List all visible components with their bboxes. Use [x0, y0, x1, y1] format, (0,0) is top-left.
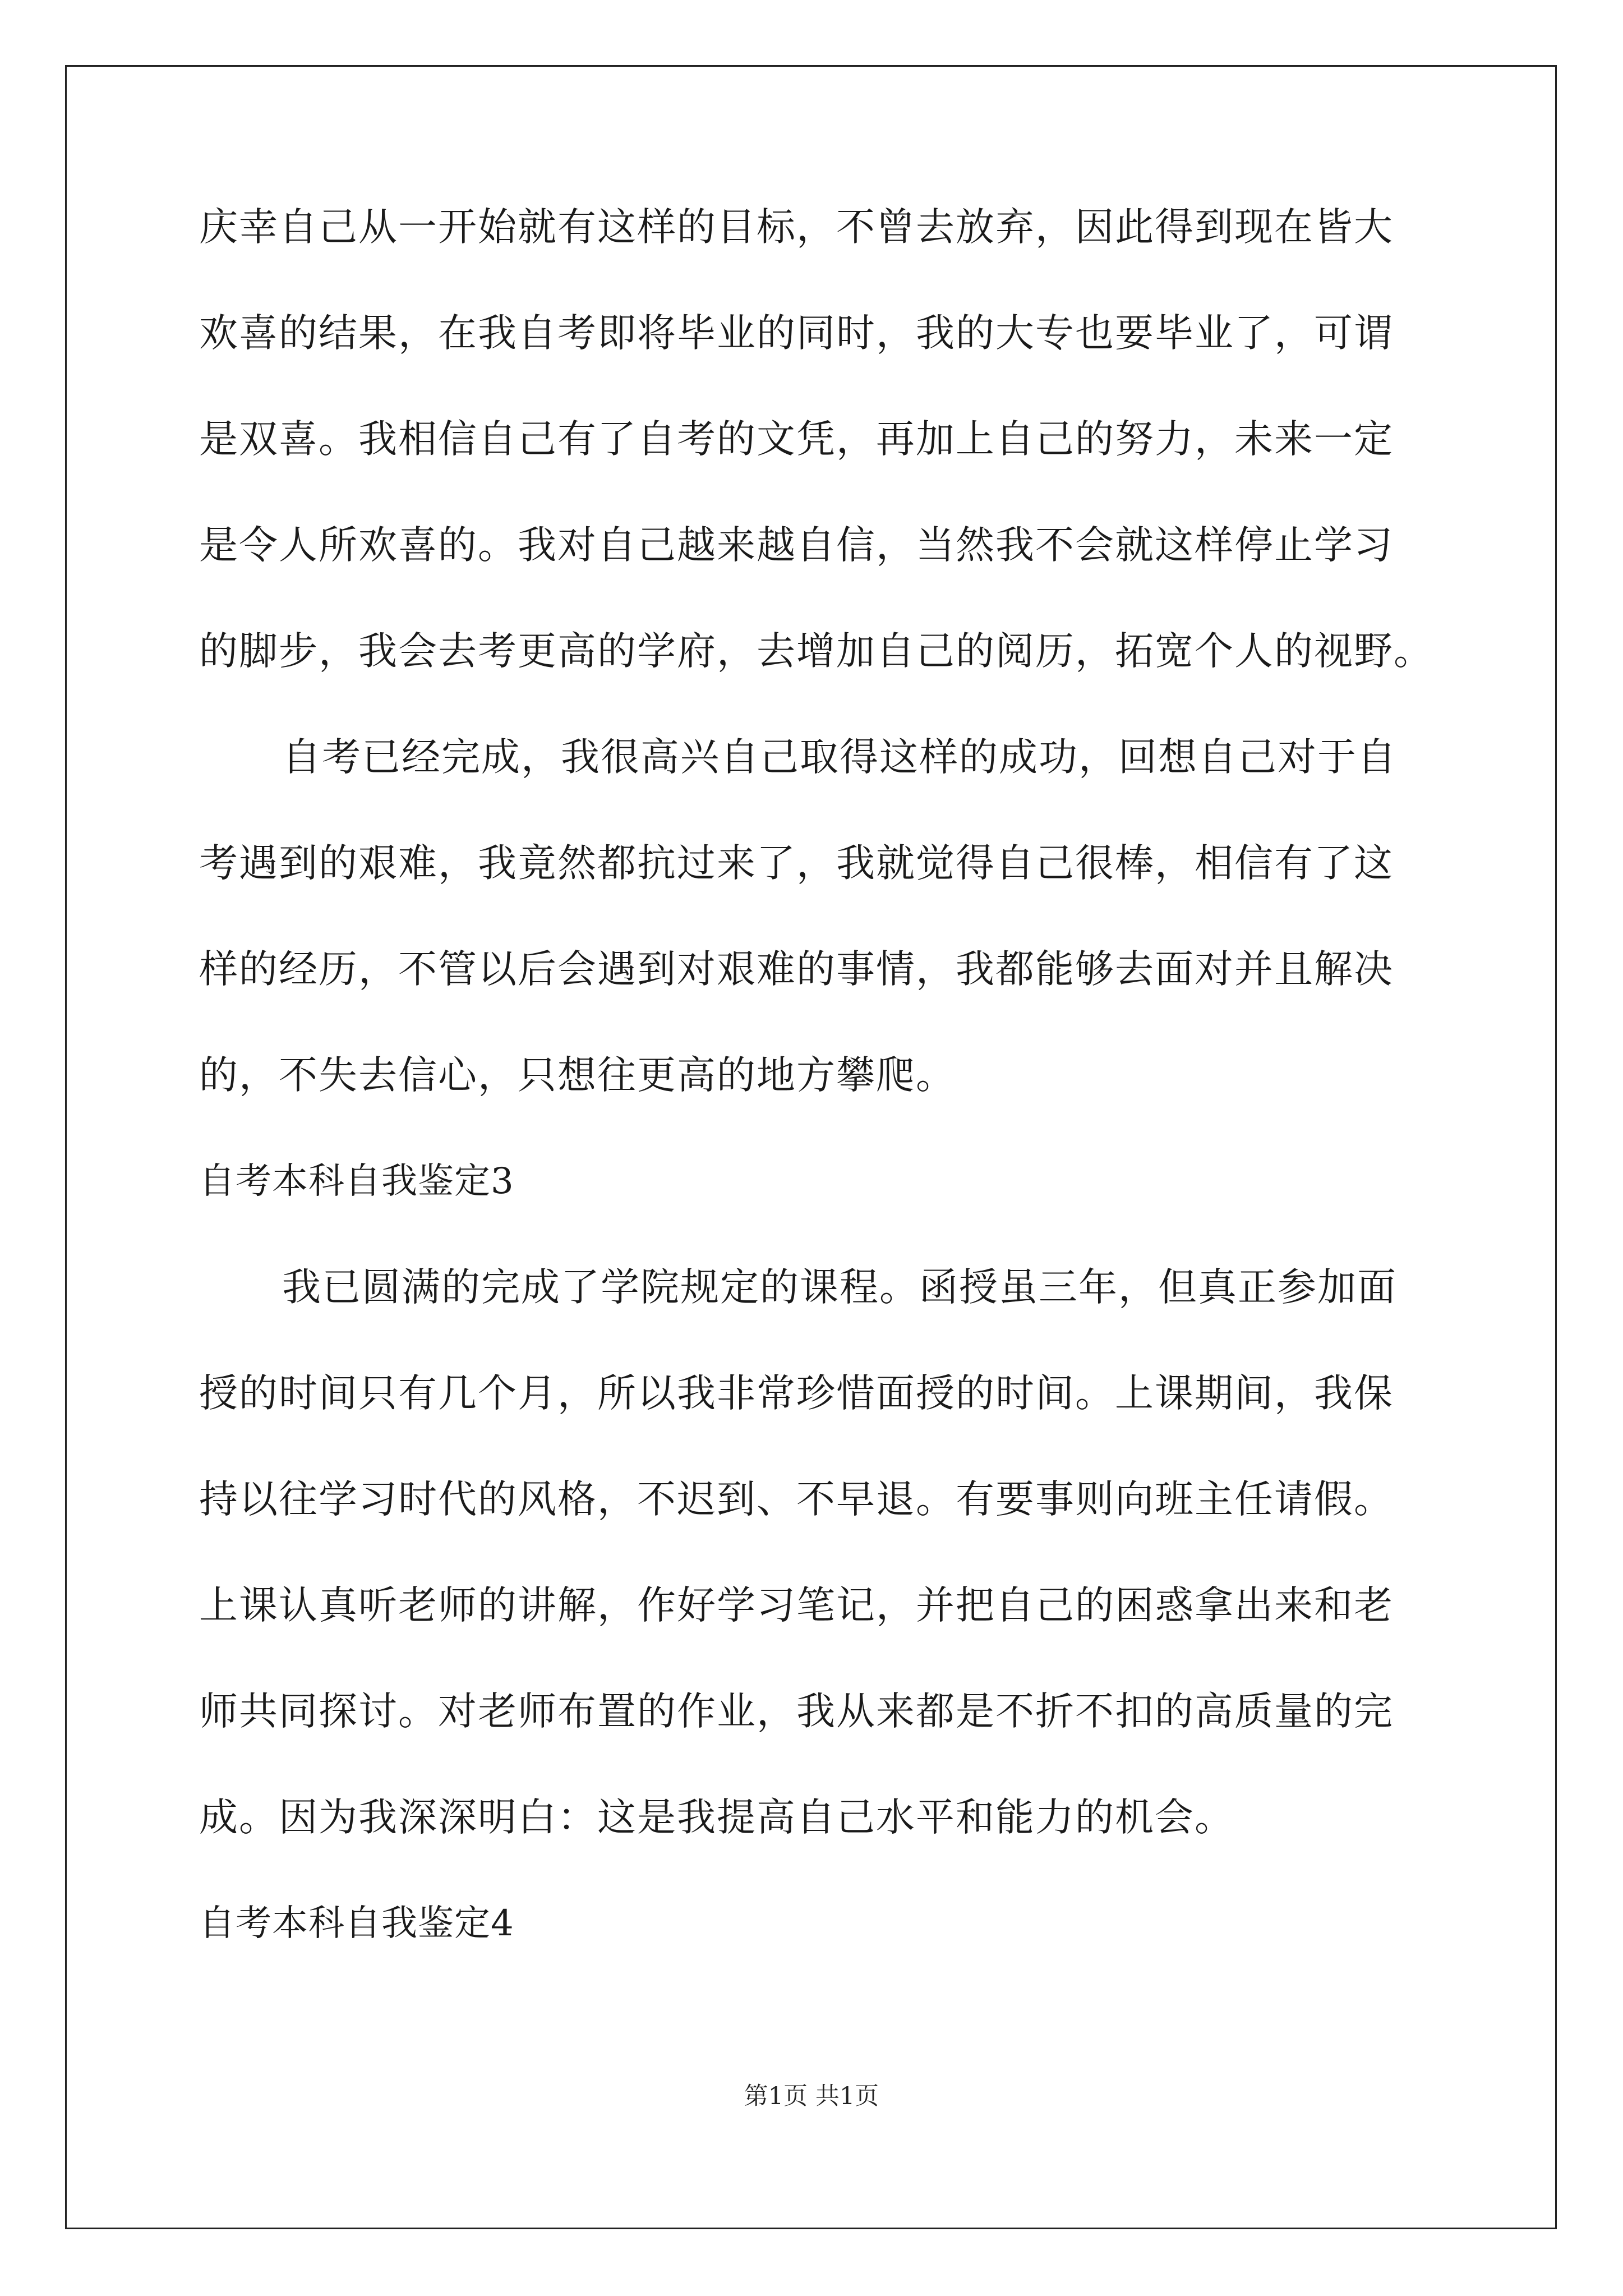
body-line: 的脚步，我会去考更高的学府，去增加自己的阅历，拓宽个人的视野。 — [199, 629, 1433, 674]
body-line: 样的经历，不管以后会遇到对艰难的事情，我都能够去面对并且解决 — [199, 947, 1394, 992]
section-heading: 自考本科自我鉴定4 — [199, 1903, 514, 1944]
body-line: 授的时间只有几个月，所以我非常珍惜面授的时间。上课期间，我保 — [199, 1371, 1394, 1416]
body-line: 自考已经完成，我很高兴自己取得这样的成功，回想自己对于自 — [282, 735, 1397, 780]
body-line: 我已圆满的完成了学院规定的课程。函授虽三年，但真正参加面 — [282, 1265, 1397, 1310]
body-line: 持以往学习时代的风格，不迟到、不早退。有要事则向班主任请假。 — [199, 1477, 1394, 1522]
body-line: 考遇到的艰难，我竟然都抗过来了，我就觉得自己很棒，相信有了这 — [199, 841, 1394, 886]
body-line: 欢喜的结果，在我自考即将毕业的同时，我的大专也要毕业了，可谓 — [199, 311, 1394, 356]
body-line: 成。因为我深深明白：这是我提高自己水平和能力的机会。 — [199, 1795, 1234, 1840]
page-number-footer: 第1页 共1页 — [744, 2082, 879, 2110]
body-line: 是双喜。我相信自己有了自考的文凭，再加上自己的努力，未来一定 — [199, 417, 1394, 462]
body-line: 庆幸自己从一开始就有这样的目标，不曾去放弃，因此得到现在皆大 — [199, 205, 1394, 250]
body-line: 上课认真听老师的讲解，作好学习笔记，并把自己的困惑拿出来和老 — [199, 1583, 1394, 1628]
body-line: 是令人所欢喜的。我对自己越来越自信，当然我不会就这样停止学习 — [199, 523, 1394, 568]
body-line: 的，不失去信心，只想往更高的地方攀爬。 — [199, 1053, 956, 1098]
document-body — [199, 205, 1433, 2010]
section-heading: 自考本科自我鉴定3 — [199, 1161, 514, 1202]
body-line: 师共同探讨。对老师布置的作业，我从来都是不折不扣的高质量的完 — [199, 1689, 1394, 1734]
